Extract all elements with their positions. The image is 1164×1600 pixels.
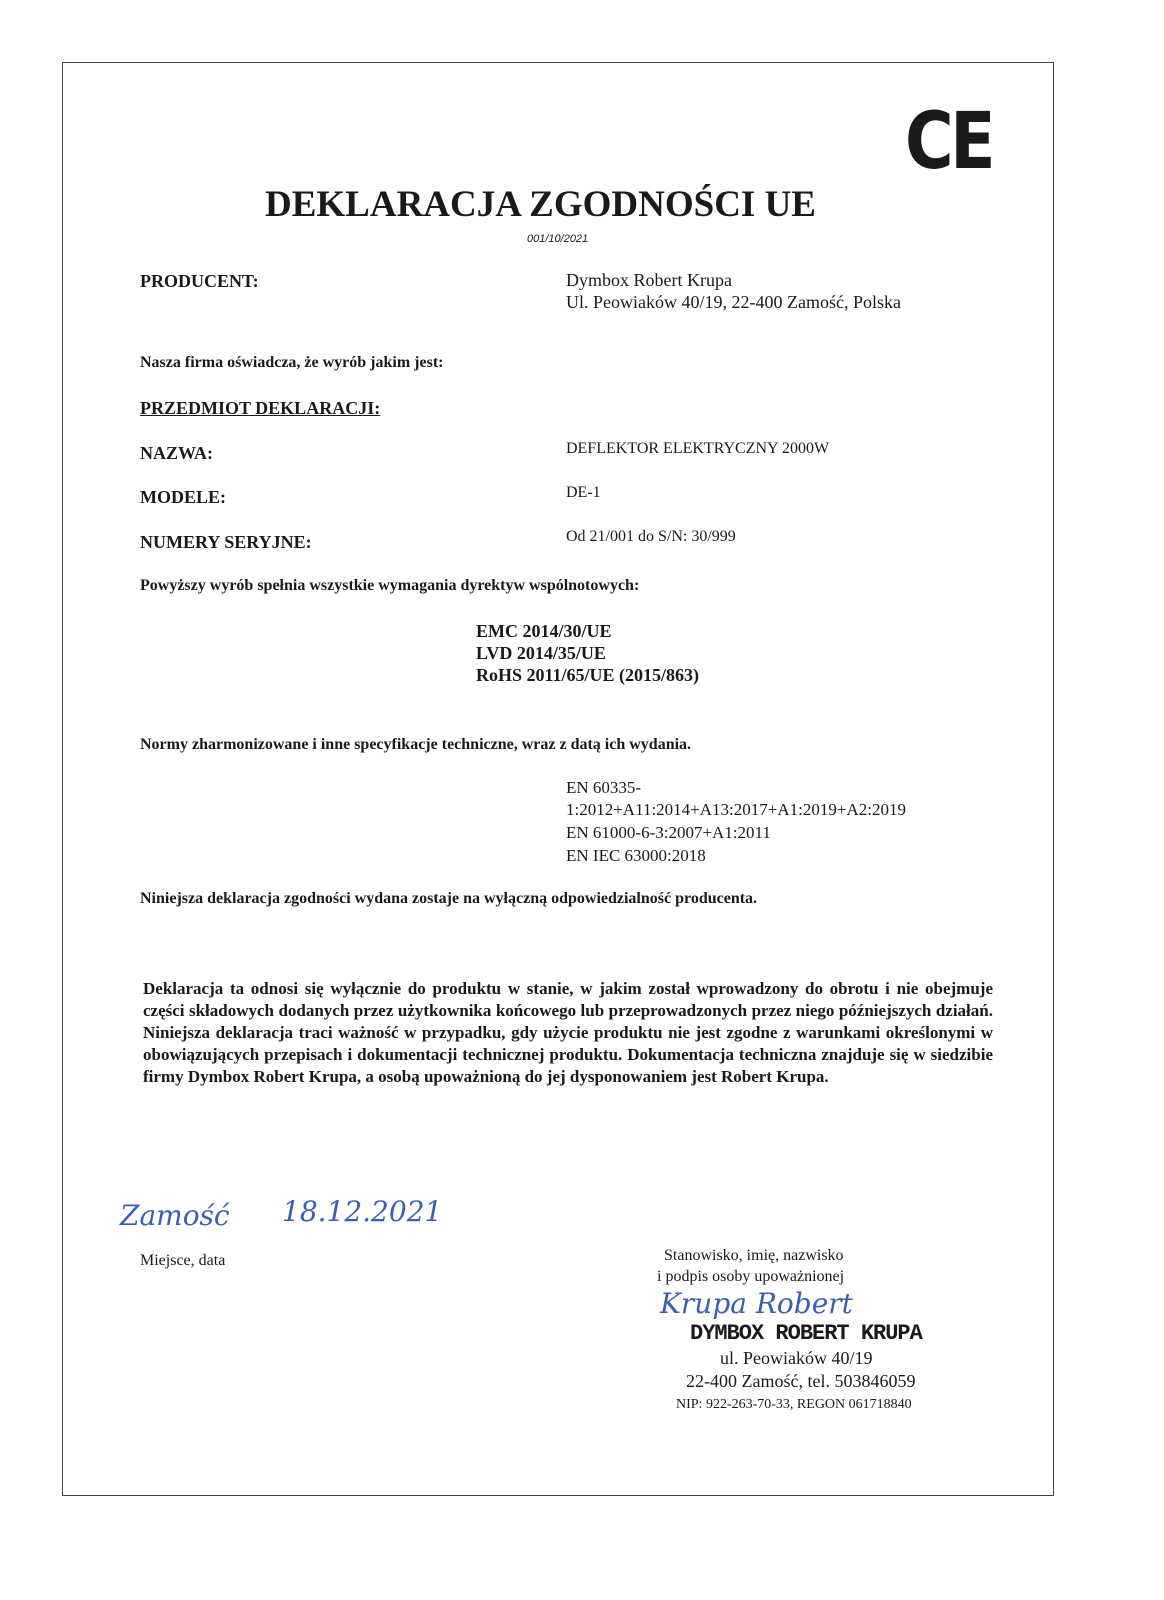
disclaimer-paragraph: Deklaracja ta odnosi się wyłącznie do produktu w stanie, w jakim został wprowadzony do obrotu i nie obejmuje części składowych dodanych przez użytkownika końcowego lub przeprowadzonych przez niego późniejszych działań. Niniejsza deklaracja traci ważność w przypadku, gdy użycie produktu nie jest zgodne z warunkami określonymi w obowiązujących przepisach i dokumentacji technicznej produktu. Dokumentacja techniczna znajduje się w siedzibie firmy Dymbox Robert Krupa, a osobą upoważnioną do jej dysponowaniem jest Robert Krupa.	[143, 979, 993, 1086]
producer-address: Ul. Peowiaków 40/19, 22-400 Zamość, Polska	[566, 292, 901, 312]
statement: Nasza firma oświadcza, że wyrób jakim jest:	[140, 354, 444, 371]
field-value: Od 21/001 do S/N: 30/999	[566, 528, 736, 545]
subject-heading: PRZEDMIOT DEKLARACJI:	[140, 398, 381, 418]
stamp-address: ul. Peowiaków 40/19	[720, 1348, 873, 1368]
directives-intro: Powyższy wyrób spełnia wszystkie wymagania dyrektyw wspólnotowych:	[140, 577, 640, 594]
document-reference: 001/10/2021	[527, 233, 589, 245]
directive: RoHS 2011/65/UE (2015/863)	[476, 665, 700, 685]
signatory-label: Stanowisko, imię, nazwisko	[664, 1247, 844, 1264]
field-label: NUMERY SERYJNE:	[140, 532, 312, 552]
standards-intro: Normy zharmonizowane i inne specyfikacje techniczne, wraz z datą ich wydania.	[140, 736, 692, 753]
field-label: NAZWA:	[140, 443, 214, 463]
directive: EMC 2014/30/UE	[476, 621, 612, 641]
signatory-label: i podpis osoby upoważnionej	[657, 1268, 845, 1285]
standard: EN IEC 63000:2018	[566, 846, 706, 865]
responsibility-statement: Niniejsza deklaracja zgodności wydana zostaje na wyłączną odpowiedzialność producenta.	[140, 890, 758, 907]
document-title: DEKLARACJA ZGODNOŚCI UE	[265, 184, 816, 225]
field-value: DE-1	[566, 484, 601, 501]
stamp-tax-ids: NIP: 922-263-70-33, REGON 061718840	[676, 1397, 912, 1412]
producer-name: Dymbox Robert Krupa	[566, 270, 732, 290]
standard: 1:2012+A11:2014+A13:2017+A1:2019+A2:2019	[566, 800, 906, 819]
standard: EN 61000-6-3:2007+A1:2011	[566, 823, 771, 842]
ce-mark: CE	[905, 97, 993, 187]
signature: Krupa Robert	[660, 1287, 853, 1320]
directive: LVD 2014/35/UE	[476, 643, 606, 663]
place-date-label: Miejsce, data	[140, 1252, 226, 1269]
stamp-company-name: DYMBOX ROBERT KRUPA	[690, 1321, 922, 1346]
producer-label: PRODUCENT:	[140, 271, 259, 291]
standard: EN 60335-	[566, 778, 642, 797]
field-value: DEFLEKTOR ELEKTRYCZNY 2000W	[566, 440, 830, 457]
handwritten-date: 18.12.2021	[282, 1195, 443, 1228]
handwritten-place: Zamość	[120, 1199, 230, 1232]
stamp-city-phone: 22-400 Zamość, tel. 503846059	[686, 1371, 916, 1391]
field-label: MODELE:	[140, 487, 227, 507]
